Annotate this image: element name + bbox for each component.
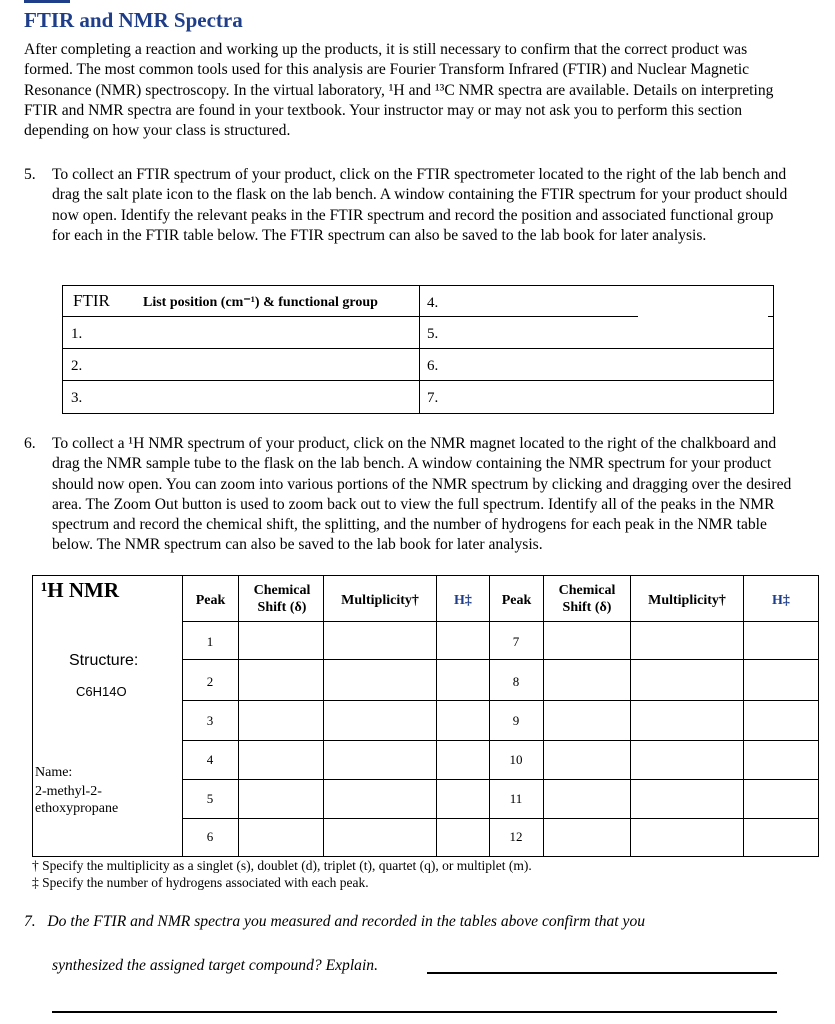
answer-line[interactable] bbox=[427, 972, 777, 974]
shift-header: Chemical Shift (δ) bbox=[253, 583, 311, 615]
peak-12: 12 bbox=[509, 829, 523, 844]
h-header: H‡ bbox=[772, 593, 790, 608]
h-header: H‡ bbox=[454, 593, 472, 608]
nmr-table bbox=[32, 575, 819, 857]
ftir-table bbox=[62, 285, 774, 414]
question-number: 5. bbox=[24, 166, 36, 183]
peak-header: Peak bbox=[195, 593, 226, 608]
name-value: 2-methyl-2-ethoxypropane bbox=[35, 784, 119, 816]
answer-line[interactable] bbox=[52, 1011, 777, 1013]
peak-3: 3 bbox=[206, 713, 214, 728]
ftir-row-7[interactable]: 7. bbox=[427, 390, 439, 406]
ftir-row-1[interactable]: 1. bbox=[71, 326, 83, 342]
structure-value: C6H14O bbox=[76, 684, 127, 699]
peak-10: 10 bbox=[509, 752, 523, 767]
question-text: To collect a ¹H NMR spectrum of your product, click on the NMR magnet located to the right of the chalkboard and drag the NMR sample tube to the flask on the lab bench. A window containing the NMR spectrum for your product should now open. You can zoom into various portions of the NMR spectrum by clicking and dragging over the desired area. The Zoom Out button is used to zoom back out to view the full spectrum. Identify all of the peaks in the NMR spectrum and record the chemical shift, the splitting, and the number of hydrogens for each peak in the NMR table below. The NMR spectrum can also be saved to the lab book for later analysis. bbox=[52, 435, 792, 554]
multiplicity-header: Multiplicity† bbox=[648, 593, 726, 608]
footnote-multiplicity: † Specify the multiplicity as a singlet (s), doublet (d), triplet (t), quartet (q), or multiplet (m). bbox=[32, 858, 532, 873]
multiplicity-header: Multiplicity† bbox=[341, 593, 419, 608]
question-number: 7. bbox=[24, 913, 36, 930]
question-7-line1 bbox=[24, 913, 645, 931]
peak-9: 9 bbox=[512, 713, 520, 728]
ftir-row-6[interactable]: 6. bbox=[427, 358, 439, 374]
ftir-row-3[interactable]: 3. bbox=[71, 390, 83, 406]
nmr-label: ¹H NMR bbox=[41, 578, 120, 602]
ftir-row-4[interactable]: 4. bbox=[427, 295, 439, 311]
intro-paragraph: After completing a reaction and working up the products, it is still necessary to confirm that the correct product was formed. The most common tools used for this analysis are Fourier Transform Infrared (FTIR) and Nuclear Magnetic Resonance (NMR) spectroscopy. In the virtual laboratory, ¹H and ¹³C NMR spectra are available. Details on interpreting FTIR and NMR spectra are found in your textbook. Your instructor may or may not ask you to perform this section depending on how your class is structured. bbox=[24, 41, 774, 140]
question-7-line2: synthesized the assigned target compound? Explain. bbox=[52, 957, 378, 974]
ftir-row-2[interactable]: 2. bbox=[71, 358, 83, 374]
page-title: FTIR and NMR Spectra bbox=[24, 8, 243, 32]
peak-6: 6 bbox=[206, 829, 214, 844]
peak-2: 2 bbox=[206, 674, 214, 689]
peak-8: 8 bbox=[512, 674, 520, 689]
question-number: 6. bbox=[24, 435, 36, 452]
ftir-label: FTIR bbox=[73, 291, 110, 310]
peak-header: Peak bbox=[501, 593, 532, 608]
peak-1: 1 bbox=[206, 634, 214, 649]
peak-7: 7 bbox=[512, 634, 520, 649]
top-rule bbox=[24, 0, 70, 3]
question-text: Do the FTIR and NMR spectra you measured and recorded in the tables above confirm that you bbox=[47, 913, 646, 930]
shift-header: Chemical Shift (δ) bbox=[558, 583, 616, 615]
ftir-row-5[interactable]: 5. bbox=[427, 326, 439, 342]
peak-5: 5 bbox=[206, 791, 214, 806]
name-label: Name: bbox=[35, 765, 73, 780]
peak-4: 4 bbox=[206, 752, 214, 767]
structure-label: Structure: bbox=[69, 652, 139, 669]
ftir-header: List position (cm⁻¹) & functional group bbox=[143, 295, 378, 310]
footnote-hydrogens: ‡ Specify the number of hydrogens associated with each peak. bbox=[32, 875, 369, 890]
peak-11: 11 bbox=[509, 791, 523, 806]
question-text: To collect an FTIR spectrum of your product, click on the FTIR spectrometer located to the right of the lab bench and drag the salt plate icon to the flask on the lab bench. A window containing the FTIR spectrum for your product should now open. Identify the relevant peaks in the FTIR spectrum and record the position and associated functional group for each in the FTIR table below. The FTIR spectrum can also be saved to the lab book for later analysis. bbox=[52, 166, 788, 244]
